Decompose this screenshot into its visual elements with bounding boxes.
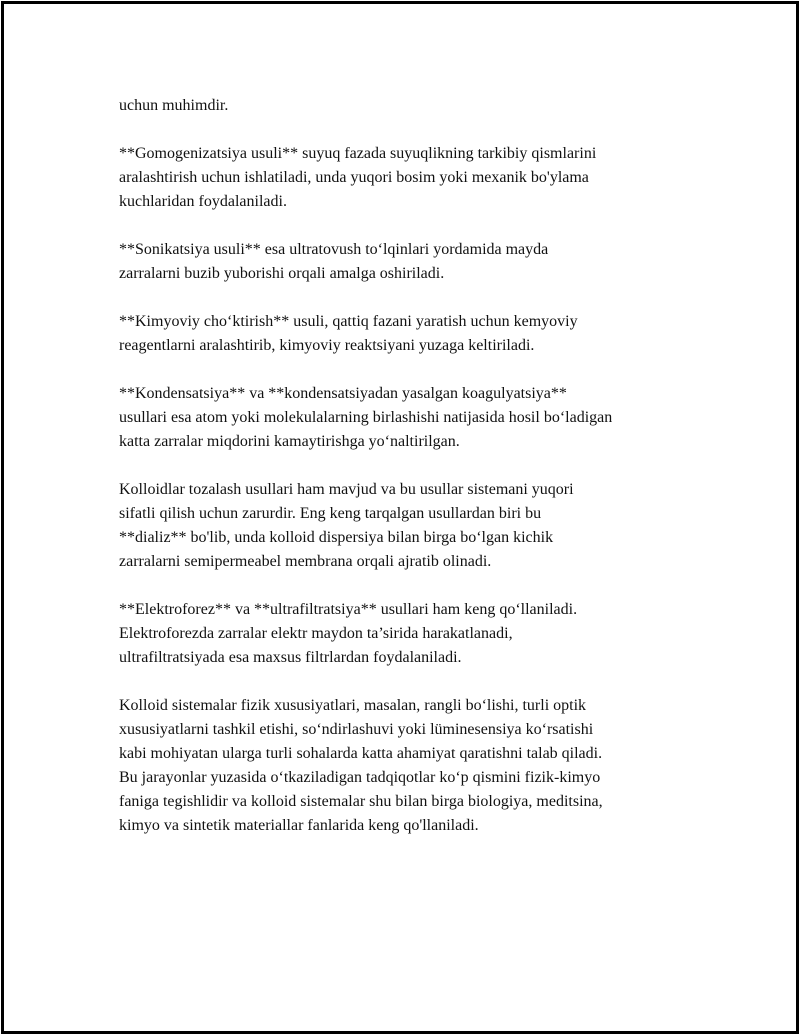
paragraph-physical-properties <box>119 694 709 838</box>
paragraph-intro-ending <box>119 94 709 118</box>
text-line: Bu jarayonlar yuzasida o‘tkaziladigan tadqiqotlar ko‘p qismini fizik-kimyo <box>119 769 601 786</box>
text-line: **Gomogenizatsiya usuli** suyuq fazada suyuqlikning tarkibiy qismlarini <box>119 145 597 162</box>
text-line: zarralarni semipermeabel membrana orqali ajratib olinadi. <box>119 553 492 570</box>
text-line: faniga tegishlidir va kolloid sistemalar shu bilan birga biologiya, meditsina, <box>119 793 603 810</box>
text-line: kuchlaridan foydalaniladi. <box>119 193 287 210</box>
text-line: **Kimyoviy cho‘ktirish** usuli, qattiq fazani yaratish uchun kemyoviy <box>119 313 578 330</box>
paragraph-electrophoresis <box>119 598 709 670</box>
text-line: **dializ** bo'lib, unda kolloid dispersiya bilan birga bo‘lgan kichik <box>119 529 554 546</box>
text-line: zarralarni buzib yuborishi orqali amalga oshiriladi. <box>119 265 445 282</box>
text-line: kabi mohiyatan ularga turli sohalarda katta ahamiyat qaratishni talab qiladi. <box>119 745 603 762</box>
paragraph-chemical-precipitation <box>119 310 709 358</box>
text-line: **Kondensatsiya** va **kondensatsiyadan yasalgan koagulyatsiya** <box>119 385 567 402</box>
text-line: kimyo va sintetik materiallar fanlarida keng qo'llaniladi. <box>119 817 479 834</box>
text-line: sifatli qilish uchun zarurdir. Eng keng tarqalgan usullardan biri bu <box>119 505 542 522</box>
text-line: **Elektroforez** va **ultrafiltratsiya** usullari ham keng qo‘llaniladi. <box>119 601 578 618</box>
text-line: aralashtirish uchun ishlatiladi, unda yuqori bosim yoki mexanik bo'ylama <box>119 169 589 186</box>
text-line: reagentlarni aralashtirib, kimyoviy reaktsiyani yuzaga keltiriladi. <box>119 337 535 354</box>
text-line: usullari esa atom yoki molekulalarning birlashishi natijasida hosil bo‘ladigan <box>119 409 613 426</box>
paragraph-purification <box>119 478 709 574</box>
text-line: uchun muhimdir. <box>119 97 229 114</box>
text-line: Kolloid sistemalar fizik xususiyatlari, masalan, rangli bo‘lishi, turli optik <box>119 697 587 714</box>
text-line: xususiyatlarni tashkil etishi, so‘ndirlashuvi yoki lüminesensiya ko‘rsatishi <box>119 721 594 738</box>
document-body <box>119 94 709 862</box>
text-line: ultrafiltratsiyada esa maxsus filtrlardan foydalaniladi. <box>119 649 462 666</box>
paragraph-sonication <box>119 238 709 286</box>
text-line: Elektroforezda zarralar elektr maydon ta’sirida harakatlanadi, <box>119 625 513 642</box>
text-line: **Sonikatsiya usuli** esa ultratovush to‘lqinlari yordamida mayda <box>119 241 549 258</box>
document-page <box>1 1 799 1034</box>
paragraph-condensation <box>119 382 709 454</box>
text-line: Kolloidlar tozalash usullari ham mavjud va bu usullar sistemani yuqori <box>119 481 574 498</box>
paragraph-homogenization <box>119 142 709 214</box>
text-line: katta zarralar miqdorini kamaytirishga yo‘naltirilgan. <box>119 433 460 450</box>
